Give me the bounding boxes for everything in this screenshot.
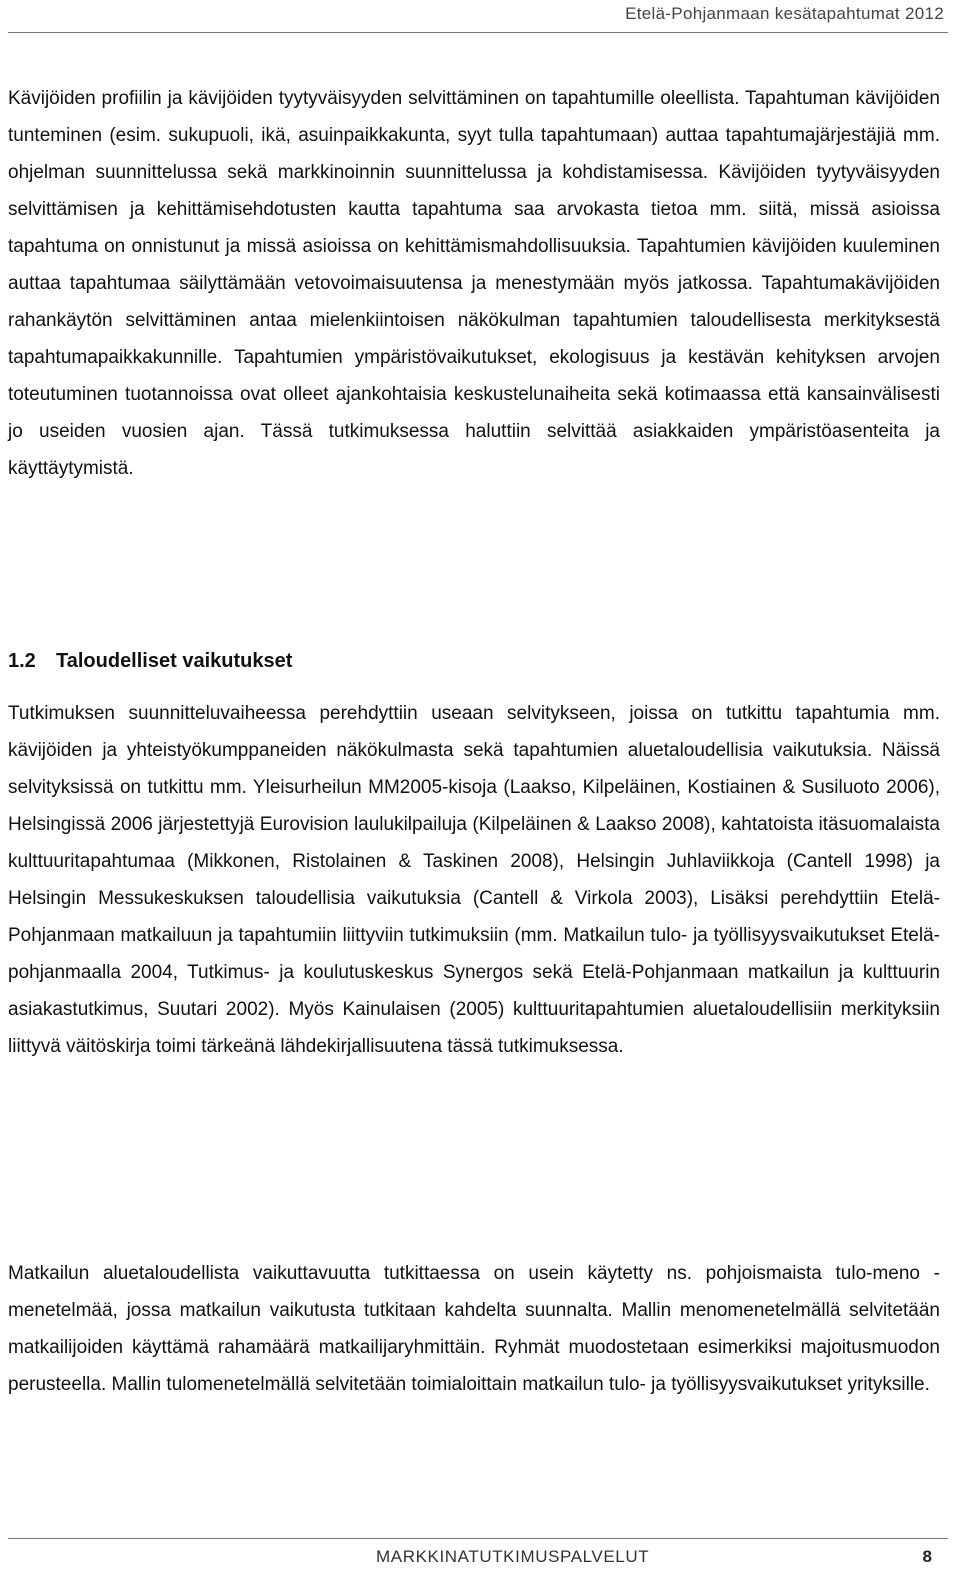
section-number: 1.2 [8,650,36,672]
section-title: Taloudelliset vaikutukset [56,650,293,672]
page-number: 8 [922,1547,932,1566]
running-header: Etelä-Pohjanmaan kesätapahtumat 2012 [625,4,944,23]
paragraph-income-expenditure-method: Matkailun aluetaloudellista vaikuttavuutta tutkittaessa on usein käytetty ns. pohjoismaista tulo-meno -menetelmää, jossa matkailun vaikutusta tutkitaan kahdelta suunnalta. Mallin menomenetelmällä selvitetään matkailijoiden käyttämä rahamäärä matkailijaryhmittäin. Ryhmät muodostetaan esimerkiksi majoitusmuodon perusteella. Mallin tulomenetelmällä selvitetään toimialoittain matkailun tulo- ja työllisyysvaikutukset yrityksille. [8,1263,940,1395]
footer-divider [8,1538,948,1539]
paragraph-prior-studies: Tutkimuksen suunnitteluvaiheessa perehdyttiin useaan selvitykseen, joissa on tutkittu tapahtumia mm. kävijöiden ja yhteistyökumppaneiden näkökulmasta sekä tapahtumien aluetaloudellisia vaikutuksia. Näissä selvityksissä on tutkittu mm. Yleisurheilun MM2005-kisoja (Laakso, Kilpeläinen, Kostiainen & Susiluoto 2006), Helsingissä 2006 järjestettyjä Eurovision laulukilpailuja (Kilpeläinen & Laakso 2008), kahtatoista itäsuomalaista kulttuuritapahtumaa (Mikkonen, Ristolainen & Taskinen 2008), Helsingin Juhlaviikkoja (Cantell 1998) ja Helsingin Messukeskuksen taloudellisia vaikutuksia (Cantell & Virkola 2003), Lisäksi perehdyttiin Etelä-Pohjanmaan matkailuun ja tapahtumiin liittyviin tutkimuksiin (mm. Matkailun tulo- ja työllisyysvaikutukset Etelä-pohjanmaalla 2004, Tutkimus- ja koulutuskeskus Synergos sekä Etelä-Pohjanmaan matkailun ja kulttuurin asiakastutkimus, Suutari 2002). Myös Kainulaisen (2005) kulttuuritapahtumien aluetaloudellisiin merkityksiin liittyvä väitöskirja toimi tärkeänä lähdekirjallisuutena tässä tutkimuksessa. [8,703,940,1057]
header-divider [8,32,948,33]
section-heading [8,645,940,677]
paragraph-visitor-profile: Kävijöiden profiilin ja kävijöiden tyytyväisyyden selvittäminen on tapahtumille oleellista. Tapahtuman kävijöiden tunteminen (esim. sukupuoli, ikä, asuinpaikkakunta, syyt tulla tapahtumaan) auttaa tapahtumajärjestäjiä mm. ohjelman suunnittelussa sekä markkinoinnin suunnittelussa ja kohdistamisessa. Kävijöiden tyytyväisyyden selvittämisen ja kehittämisehdotusten kautta tapahtuma saa arvokasta tietoa mm. siitä, missä asioissa tapahtuma on onnistunut ja missä asioissa on kehittämismahdollisuuksia. Tapahtumien kävijöiden kuuleminen auttaa tapahtumaa säilyttämään vetovoimaisuutensa ja menestymään myös jatkossa. Tapahtumakävijöiden rahankäytön selvittäminen antaa mielenkiintoisen näkökulman tapahtumien taloudellisesta merkityksestä tapahtumapaikkakunnille. Tapahtumien ympäristövaikutukset, ekologisuus ja kestävän kehityksen arvojen toteutuminen tuotannoissa ovat olleet ajankohtaisia keskustelunaiheita sekä kotimaassa että kansainvälisesti jo useiden vuosien ajan. Tässä tutkimuksessa haluttiin selvittää asiakkaiden ympäristöasenteita ja käyttäytymistä. [8,88,940,479]
footer-label: MARKKINATUTKIMUSPALVELUT [376,1547,650,1566]
